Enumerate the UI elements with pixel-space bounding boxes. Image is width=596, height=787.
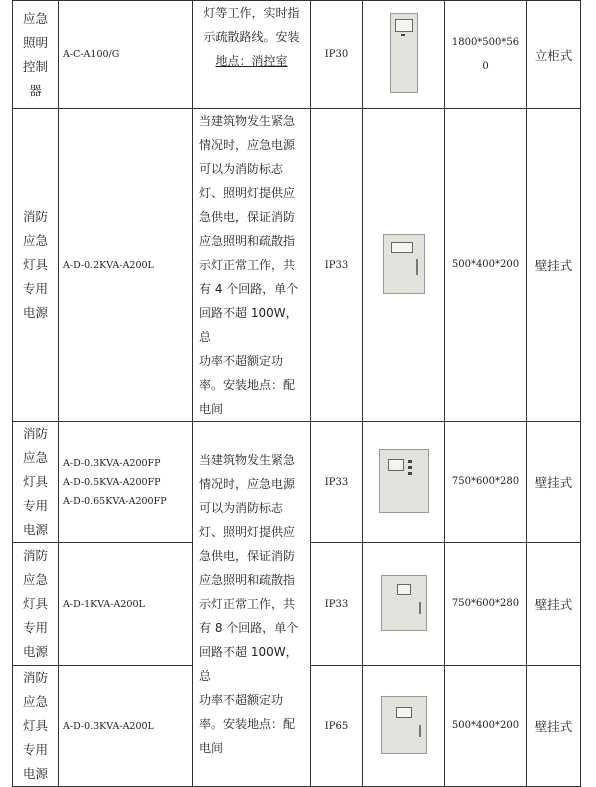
ip-rating: IP33 bbox=[311, 422, 363, 543]
dimensions-cell bbox=[445, 109, 527, 422]
dimensions-cell bbox=[445, 666, 527, 787]
description-line: 当建筑物发生紧急 bbox=[199, 453, 296, 467]
product-table bbox=[12, 0, 581, 787]
table-row bbox=[13, 109, 581, 422]
description-line: 率。安装地点：配 bbox=[199, 378, 296, 392]
product-name: 应急照明控制器 bbox=[22, 10, 48, 98]
model-number: A-D-0.5KVA-A200FP bbox=[63, 476, 161, 488]
ip-rating: IP33 bbox=[311, 543, 363, 666]
product-image-cell bbox=[363, 666, 445, 787]
description-line: 功率不超额定功 bbox=[199, 693, 284, 707]
description-line: 率。安装地点：配 bbox=[199, 717, 296, 731]
mount-type: 壁挂式 bbox=[527, 109, 581, 422]
wall-cabinet-icon bbox=[381, 575, 427, 631]
product-name-cell bbox=[13, 422, 59, 543]
product-name: 消防应急灯具专用电源 bbox=[22, 209, 48, 320]
model-number: A-D-0.3KVA-A200FP bbox=[63, 457, 161, 469]
dimensions: 1800*500*560 bbox=[451, 36, 520, 72]
dimensions-cell bbox=[445, 543, 527, 666]
description-cell-merged bbox=[193, 422, 311, 787]
model-number: A-D-0.3KVA-A200L bbox=[63, 720, 154, 732]
product-name-cell bbox=[13, 1, 59, 109]
ip-rating: IP65 bbox=[311, 666, 363, 787]
product-name: 消防应急灯具专用电源 bbox=[22, 426, 48, 537]
description-line: 可以为消防标志 bbox=[199, 501, 284, 515]
product-name: 消防应急灯具专用电源 bbox=[22, 670, 48, 781]
description-line: 情况时，应急电源 bbox=[199, 477, 296, 491]
model-number: A-D-0.65KVA-A200FP bbox=[63, 495, 167, 507]
ip-rating: IP30 bbox=[311, 1, 363, 109]
description-line: 情况时，应急电源 bbox=[199, 138, 296, 152]
model-number: A-D-1KVA-A200L bbox=[63, 598, 145, 610]
dimensions: 750*600*280 bbox=[451, 598, 520, 609]
description-line: 灯、照明灯提供应 bbox=[199, 525, 296, 539]
description-line: 当建筑物发生紧急 bbox=[199, 114, 296, 128]
product-image-cell bbox=[363, 422, 445, 543]
product-name-cell bbox=[13, 109, 59, 422]
dimensions: 750*600*280 bbox=[451, 476, 520, 487]
wall-cabinet-icon bbox=[383, 234, 425, 294]
description-line: 示疏散路线。安装 bbox=[203, 30, 300, 44]
product-image-cell bbox=[363, 1, 445, 109]
wall-cabinet-icon bbox=[381, 696, 427, 754]
description-line: 应急照明和疏散指 bbox=[199, 573, 296, 587]
description-line: 灯、照明灯提供应 bbox=[199, 186, 296, 200]
description-cell bbox=[193, 109, 311, 422]
description-line: 回路不超 100W，总 bbox=[199, 645, 298, 683]
description-line: 有 4 个回路，单个 bbox=[199, 282, 299, 296]
product-name-cell bbox=[13, 666, 59, 787]
product-name: 消防应急灯具专用电源 bbox=[22, 548, 48, 659]
description-line: 回路不超 100W，总 bbox=[199, 306, 298, 344]
product-name-cell bbox=[13, 543, 59, 666]
model-number: A-D-0.2KVA-A200L bbox=[63, 259, 154, 271]
mount-type: 壁挂式 bbox=[527, 666, 581, 787]
table-row bbox=[13, 422, 581, 543]
standing-cabinet-icon bbox=[390, 13, 418, 93]
description-line: 电间 bbox=[199, 741, 224, 755]
mount-type: 壁挂式 bbox=[527, 543, 581, 666]
description-cell bbox=[193, 1, 311, 109]
description-line: 功率不超额定功 bbox=[199, 354, 284, 368]
description-line: 急供电，保证消防 bbox=[199, 549, 296, 563]
table-row bbox=[13, 1, 581, 109]
model-cell bbox=[59, 666, 193, 787]
dimensions-cell bbox=[445, 1, 527, 109]
model-cell bbox=[59, 1, 193, 109]
dimensions: 500*400*200 bbox=[451, 720, 520, 731]
mount-type: 立柜式 bbox=[527, 1, 581, 109]
description-line: 示灯正常工作，共 bbox=[199, 258, 296, 272]
description-line: 应急照明和疏散指 bbox=[199, 234, 296, 248]
description-line: 示灯正常工作，共 bbox=[199, 597, 296, 611]
description-line: 可以为消防标志 bbox=[199, 162, 284, 176]
model-cell bbox=[59, 109, 193, 422]
description-line: 急供电，保证消防 bbox=[199, 210, 296, 224]
product-image-cell bbox=[363, 109, 445, 422]
product-image-cell bbox=[363, 543, 445, 666]
mount-type: 壁挂式 bbox=[527, 422, 581, 543]
description-line: 地点：消控室 bbox=[215, 54, 288, 68]
description-line: 电间 bbox=[199, 402, 224, 416]
description-line: 灯等工作，实时指 bbox=[203, 6, 300, 20]
dimensions: 500*400*200 bbox=[451, 259, 520, 270]
model-cell bbox=[59, 543, 193, 666]
wall-cabinet-icon bbox=[379, 449, 429, 513]
model-number: A-C-A100/G bbox=[63, 49, 120, 60]
model-cell bbox=[59, 422, 193, 543]
ip-rating: IP33 bbox=[311, 109, 363, 422]
dimensions-cell bbox=[445, 422, 527, 543]
description-line: 有 8 个回路，单个 bbox=[199, 621, 299, 635]
